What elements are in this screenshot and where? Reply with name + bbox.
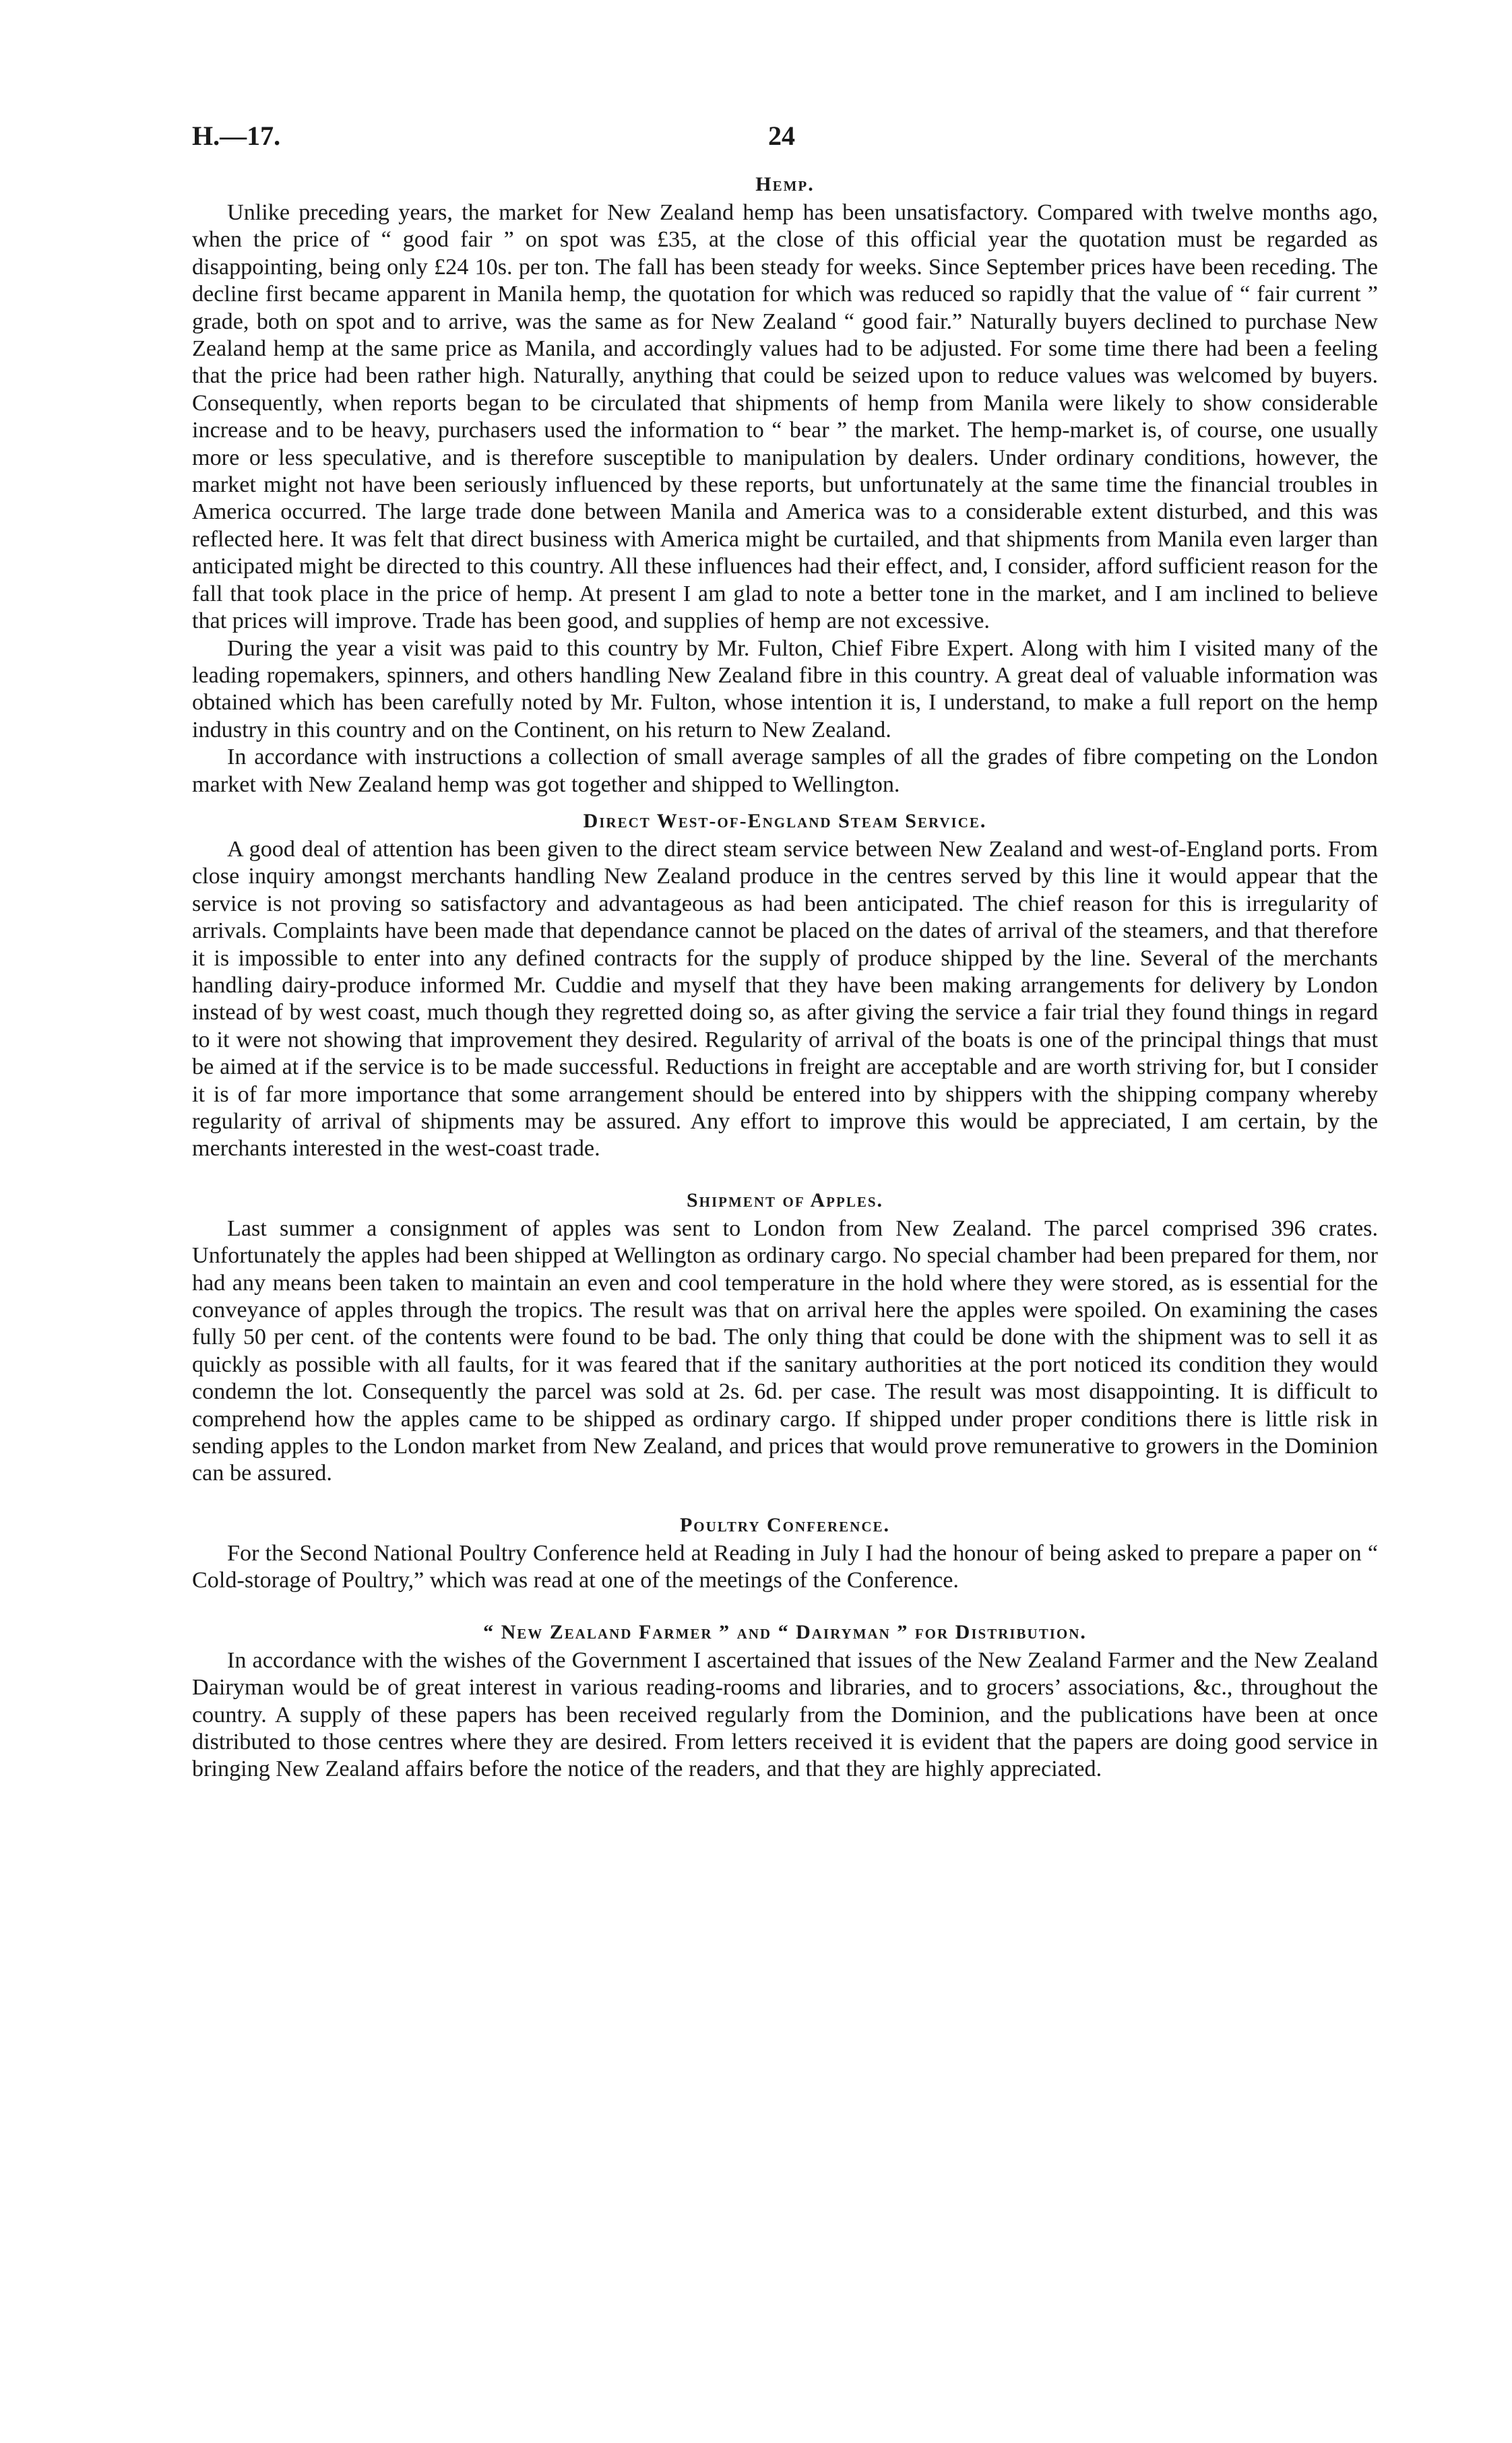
section-poultry — [192, 1511, 1378, 1595]
section-hemp — [192, 170, 1378, 798]
section-heading: Hemp. — [755, 173, 815, 195]
section-apples — [192, 1186, 1378, 1488]
section-steam-service — [192, 806, 1378, 1163]
paragraph: Unlike preceding years, the market for New Zealand hemp has been unsatisfactory. Compared with twelve months ago, when the price of “ good fair ” on spot was £35, at the close of this official year the quotation must be regarded as disappointing, being only £24 10s. per ton. The fall has been steady for weeks. Since September prices have been receding. The decline first became apparent in Manila hemp, the quotation for which was reduced so rapidly that the value of “ fair current ” grade, both on spot and to arrive, was the same as for New Zealand “ good fair.” Naturally buyers declined to purchase New Zealand hemp at the same price as Manila, and accordingly values had to be adjusted. For some time there had been a feeling that the price had been rather high. Naturally, anything that could be seized upon to reduce values was welcomed by buyers. Consequently, when reports began to be circulated that shipments of hemp from Manila were likely to show considerable increase and to be heavy, purchasers used the information to “ bear ” the market. The hemp-market is, of course, one usually more or less speculative, and is therefore susceptible to manipulation by dealers. Under ordinary conditions, however, the market might not have been seriously influenced by these reports, but unfortunately at the same time the financial troubles in America occurred. The large trade done between Manila and America was to a considerable extent disturbed, and this was reflected here. It was felt that direct business with America might be curtailed, and that shipments from Manila even larger than anticipated might be directed to this country. All these influences had their effect, and, I consider, afford sufficient reason for the fall that took place in the price of hemp. At present I am glad to note a better tone in the market, and I am inclined to believe that prices will improve. Trade has been good, and supplies of hemp are not excessive. — [192, 200, 1378, 634]
section-heading: Poultry Conference. — [679, 1513, 890, 1536]
document-page — [192, 108, 1378, 1783]
section-heading: “ New Zealand Farmer ” and “ Dairyman ” for Distribution. — [483, 1620, 1087, 1643]
section-heading: Shipment of Apples. — [686, 1188, 884, 1211]
paragraph: Last summer a consignment of apples was sent to London from New Zealand. The parcel comprised 396 crates. Unfortunately the apples had been shipped at Wellington as ordinary cargo. No special chamber had been prepared for them, nor had any means been taken to maintain an even and cool temperature in the hold where they were stored, as is essential for the conveyance of apples through the tropics. The result was that on arrival here the apples were spoiled. On examining the cases fully 50 per cent. of the contents were found to be bad. The only thing that could be done with the shipment was to sell it as quickly as possible with all faults, for it was feared that if the sanitary authorities at the port noticed its condition they would condemn the lot. Consequently the parcel was sold at 2s. 6d. per case. The result was most disappointing. It is difficult to comprehend how the apples came to be shipped as ordinary cargo. If shipped under proper conditions there is little risk in sending apples to the London market from New Zealand, and prices that would prove remunerative to growers in the Dominion can be assured. — [192, 1215, 1378, 1486]
paragraph: In accordance with instructions a collection of small average samples of all the grades of fibre competing on the London market with New Zealand hemp was got together and shipped to Wellington. — [192, 744, 1378, 797]
section-newspapers — [192, 1618, 1378, 1783]
document-reference: H.—17. — [192, 121, 281, 151]
page-header — [192, 108, 1378, 162]
page-number: 24 — [768, 121, 795, 151]
paragraph: During the year a visit was paid to this country by Mr. Fulton, Chief Fibre Expert. Along with him I visited many of the leading ropemakers, spinners, and others handling New Zealand fibre in this country. A great deal of valuable information was obtained which has been carefully noted by Mr. Fulton, whose intention it is, I understand, to make a full report on the hemp industry in this country and on the Continent, on his return to New Zealand. — [192, 635, 1378, 742]
paragraph: In accordance with the wishes of the Government I ascertained that issues of the New Zealand Farmer and the New Zealand Dairyman would be of great interest in various reading-rooms and libraries, and to grocers’ associations, &c., throughout the country. A supply of these papers has been received regularly from the Dominion, and the publications have been at once distributed to those centres where they are desired. From letters received it is evident that the papers are doing good service in bringing New Zealand affairs before the notice of the readers, and that they are highly appreciated. — [192, 1647, 1378, 1782]
paragraph: For the Second National Poultry Conference held at Reading in July I had the honour of being asked to prepare a paper on “ Cold-storage of Poultry,” which was read at one of the meetings of the Conference. — [192, 1540, 1378, 1593]
paragraph: A good deal of attention has been given to the direct steam service between New Zealand and west-of-England ports. From close inquiry amongst merchants handling New Zealand produce in the centres served by this line it would appear that the service is not proving so satisfactory and advantageous as had been anticipated. The chief reason for this is irregularity of arrivals. Complaints have been made that dependance cannot be placed on the dates of arrival of the steamers, and that therefore it is impossible to enter into any defined contracts for the supply of produce shipped by the line. Several of the merchants handling dairy-produce informed Mr. Cuddie and myself that they have been making arrangements for delivery by London instead of by west coast, much though they regretted doing so, as after giving the service a fair trial they found things in regard to it were not showing that improvement they desired. Regularity of arrival of the boats is one of the principal things that must be aimed at if the service is to be made successful. Reductions in freight are acceptable and are worth striving for, but I consider it is of far more importance that some arrangement should be entered into by shippers with the shipping company whereby regularity of arrival of shipments may be assured. Any effort to improve this would be appreciated, I am certain, by the merchants interested in the west-coast trade. — [192, 836, 1378, 1162]
section-heading: Direct West-of-England Steam Service. — [583, 809, 987, 832]
